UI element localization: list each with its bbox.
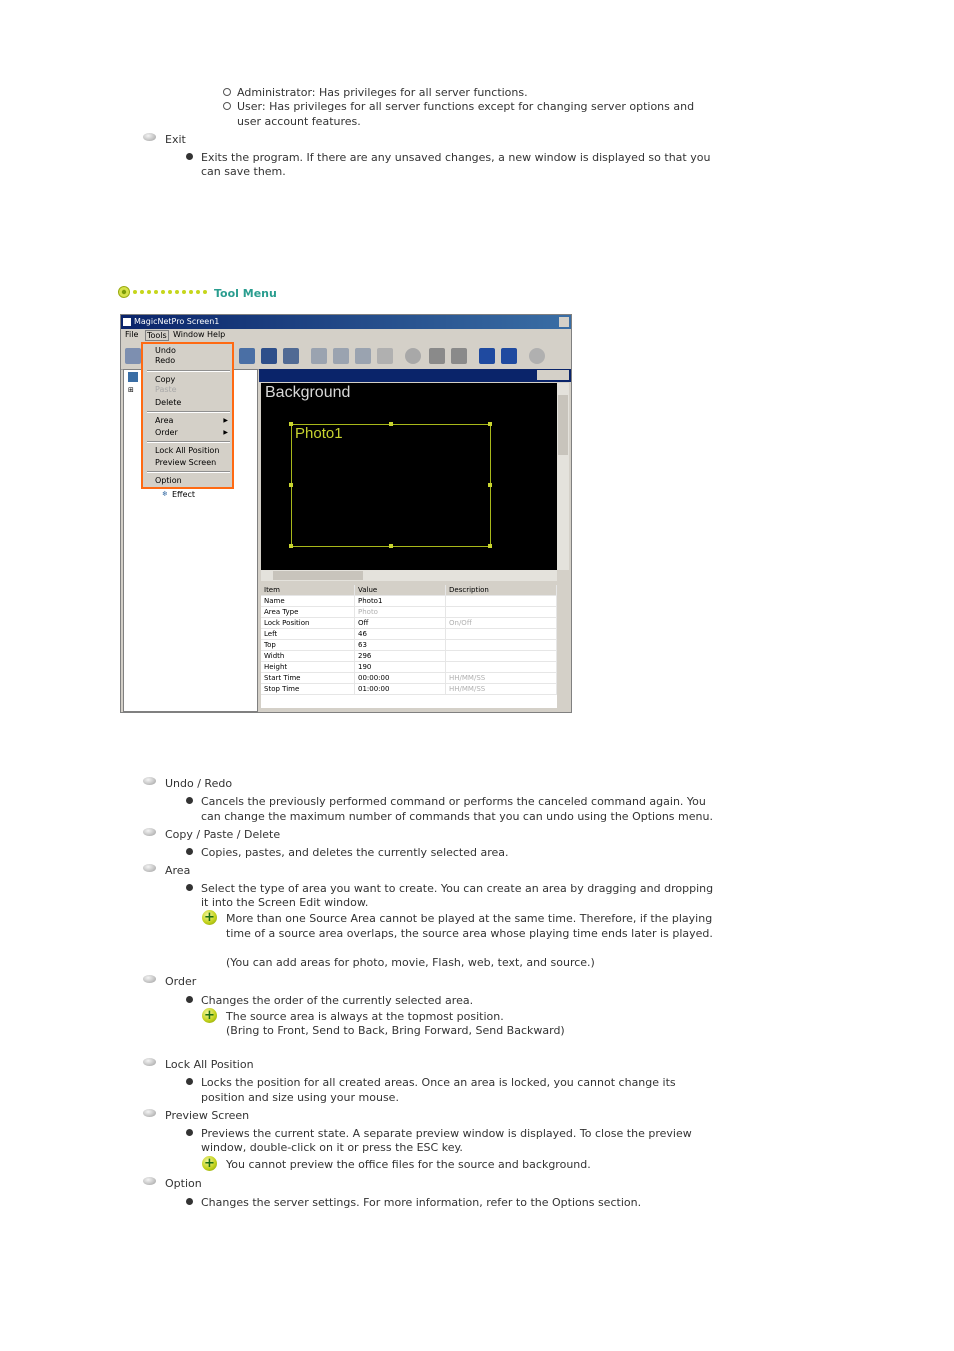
- prop-desc: [446, 629, 557, 640]
- resize-handle[interactable]: [488, 422, 492, 426]
- prop-item: Area Type: [261, 607, 355, 618]
- canvas-vscroll[interactable]: [557, 383, 569, 570]
- gray-bullet-icon: [143, 1109, 156, 1117]
- section-header-icon: [118, 285, 214, 299]
- prop-item: Lock Position: [261, 618, 355, 629]
- canvas-hscroll[interactable]: [261, 570, 557, 581]
- table-row[interactable]: [261, 662, 557, 673]
- submenu-arrow-icon: ▶: [223, 429, 228, 436]
- lock-label: Lock All Position: [165, 1058, 254, 1071]
- prop-desc: [446, 651, 557, 662]
- dot-bullet-icon: [186, 996, 193, 1003]
- role-admin: Administrator: Has privileges for all server functions.: [237, 86, 528, 99]
- prop-value[interactable]: 63: [355, 640, 446, 651]
- tree-expand-icon[interactable]: ⊞: [128, 386, 134, 394]
- prop-value[interactable]: 46: [355, 629, 446, 640]
- table-row[interactable]: [261, 640, 557, 651]
- prop-value[interactable]: 00:00:00: [355, 673, 446, 684]
- dot-bullet-icon: [186, 1078, 193, 1085]
- menu-separator: [147, 411, 230, 413]
- gray-bullet-icon: [143, 133, 156, 141]
- area-note-2: time of a source area overlaps, the source area whose playing time ends later is played.: [226, 927, 713, 940]
- prop-item: Left: [261, 629, 355, 640]
- prop-value[interactable]: 190: [355, 662, 446, 673]
- dot-bullet-icon: [186, 1198, 193, 1205]
- area-desc-1: Select the type of area you want to create. You can create an area by dragging and dropping: [201, 882, 714, 895]
- order-label: Order: [165, 975, 197, 988]
- resize-handle[interactable]: [488, 483, 492, 487]
- circle-bullet-icon: [223, 88, 231, 96]
- gray-bullet-icon: [143, 864, 156, 872]
- order-note-2: (Bring to Front, Send to Back, Bring Forward, Send Backward): [226, 1024, 565, 1037]
- note-plus-icon: +: [202, 910, 217, 925]
- prop-desc: [446, 607, 557, 618]
- area-photo-icon[interactable]: [311, 348, 327, 364]
- undo-desc-1: Cancels the previously performed command or performs the canceled command again. You: [201, 795, 706, 808]
- window-titlebar: [121, 315, 571, 329]
- undo-desc-2: can change the maximum number of commands that you can undo using the Options menu.: [201, 810, 713, 823]
- prop-value: Photo: [355, 607, 446, 618]
- info-icon[interactable]: [529, 348, 545, 364]
- photo-area[interactable]: [291, 424, 491, 547]
- menu-separator: [147, 471, 230, 473]
- tools-menu: [141, 342, 234, 489]
- prop-header-value: Value: [355, 585, 446, 596]
- preview-desc-2: window, double-click on it or press the ESC key.: [201, 1141, 463, 1154]
- undo-label: Undo / Redo: [165, 777, 233, 790]
- order-note-1: The source area is always at the topmost position.: [226, 1010, 504, 1023]
- resize-handle[interactable]: [389, 422, 393, 426]
- prop-value[interactable]: 01:00:00: [355, 684, 446, 695]
- area-note-1: More than one Source Area cannot be played at the same time. Therefore, if the playing: [226, 912, 713, 925]
- prop-desc: [446, 662, 557, 673]
- menu-item-option[interactable]: Option: [155, 476, 182, 485]
- table-row[interactable]: [261, 596, 557, 607]
- table-row[interactable]: [261, 629, 557, 640]
- preview-note-1: You cannot preview the office files for the source and background.: [226, 1158, 591, 1171]
- gray-bullet-icon: [143, 777, 156, 785]
- menu-item-delete[interactable]: Delete: [155, 398, 182, 407]
- exit-desc-2: can save them.: [201, 165, 286, 178]
- menubar: [121, 329, 571, 342]
- save-icon[interactable]: [261, 348, 277, 364]
- menu-item-preview-screen[interactable]: Preview Screen: [155, 458, 217, 467]
- menu-item-copy[interactable]: Copy: [155, 375, 176, 384]
- tree-effect-icon: ❄: [162, 490, 168, 498]
- gray-bullet-icon: [143, 828, 156, 836]
- preview-label: Preview Screen: [165, 1109, 250, 1122]
- table-row[interactable]: [261, 684, 557, 695]
- menu-file[interactable]: File: [125, 330, 139, 339]
- scroll-thumb[interactable]: [273, 571, 363, 580]
- gray-bullet-icon: [143, 1058, 156, 1066]
- option-desc-1: Changes the server settings. For more information, refer to the Options section.: [201, 1196, 642, 1209]
- dot-bullet-icon: [186, 884, 193, 891]
- resize-handle[interactable]: [389, 544, 393, 548]
- app-icon: [123, 318, 131, 326]
- menu-item-order[interactable]: Order: [155, 428, 178, 437]
- prop-item: Stop Time: [261, 684, 355, 695]
- gear-icon[interactable]: [405, 348, 421, 364]
- menu-item-area[interactable]: Area: [155, 416, 174, 425]
- undo-icon[interactable]: [479, 348, 495, 364]
- prop-header-item: Item: [261, 585, 355, 596]
- app-screenshot: [120, 314, 572, 713]
- window-controls-icon[interactable]: [537, 370, 569, 380]
- menu-item-paste[interactable]: Paste: [155, 385, 177, 394]
- circle-bullet-icon: [223, 102, 231, 110]
- menu-separator: [147, 441, 230, 443]
- resize-handle[interactable]: [289, 544, 293, 548]
- exit-desc-1: Exits the program. If there are any unsaved changes, a new window is displayed so that you: [201, 151, 711, 164]
- role-user: User: Has privileges for all server functions except for changing server options and: [237, 100, 695, 113]
- area-extra: (You can add areas for photo, movie, Flash, web, text, and source.): [226, 956, 595, 969]
- menu-item-lock-all-position[interactable]: Lock All Position: [155, 446, 220, 455]
- table-row[interactable]: [261, 607, 557, 618]
- preview-desc-1: Previews the current state. A separate preview window is displayed. To close the preview: [201, 1127, 692, 1140]
- menu-window[interactable]: Window: [173, 330, 205, 339]
- prop-desc: [446, 596, 557, 607]
- menu-item-redo[interactable]: Redo: [155, 356, 176, 365]
- prop-desc: [446, 640, 557, 651]
- copy-desc-1: Copies, pastes, and deletes the currently selected area.: [201, 846, 509, 859]
- export-icon[interactable]: [283, 348, 299, 364]
- note-plus-icon: +: [202, 1156, 217, 1171]
- prop-header-description: Description: [446, 585, 557, 596]
- lock-desc-1: Locks the position for all created areas. Once an area is locked, you cannot change its: [201, 1076, 676, 1089]
- dot-bullet-icon: [186, 848, 193, 855]
- prop-value[interactable]: Photo1: [355, 596, 446, 607]
- screen-edit-window: [259, 369, 571, 712]
- property-grid: [261, 585, 557, 708]
- section-title: Tool Menu: [214, 287, 277, 300]
- option-label: Option: [165, 1177, 202, 1190]
- redo-icon[interactable]: [501, 348, 517, 364]
- tree-screen-icon: [128, 372, 138, 382]
- prop-item: Start Time: [261, 673, 355, 684]
- prop-item: Height: [261, 662, 355, 673]
- prop-desc: HH/MM/SS: [446, 684, 557, 695]
- photo-area-label: Photo1: [295, 425, 343, 442]
- resize-handle[interactable]: [289, 483, 293, 487]
- prop-desc: HH/MM/SS: [446, 673, 557, 684]
- prop-item: Top: [261, 640, 355, 651]
- area-desc-2: it into the Screen Edit window.: [201, 896, 369, 909]
- copy-label: Copy / Paste / Delete: [165, 828, 281, 841]
- screen-icon[interactable]: [125, 348, 141, 364]
- menu-help[interactable]: Help: [207, 330, 226, 339]
- table-row[interactable]: [261, 651, 557, 662]
- submenu-arrow-icon: ▶: [223, 417, 228, 424]
- menu-tools[interactable]: Tools: [147, 331, 167, 340]
- gray-bullet-icon: [143, 1177, 156, 1185]
- resize-handle[interactable]: [289, 422, 293, 426]
- trash-icon[interactable]: [377, 348, 393, 364]
- window-title: MagicNetPro Screen1: [134, 317, 220, 326]
- canvas-background-label: Background: [265, 384, 351, 401]
- prop-value[interactable]: 296: [355, 651, 446, 662]
- area-flash-icon[interactable]: [355, 348, 371, 364]
- dot-bullet-icon: [186, 1129, 193, 1136]
- prop-item: Name: [261, 596, 355, 607]
- note-plus-icon: +: [202, 1008, 217, 1023]
- lock-desc-2: position and size using your mouse.: [201, 1091, 399, 1104]
- open-icon[interactable]: [239, 348, 255, 364]
- tree-item-effect[interactable]: Effect: [172, 490, 196, 499]
- table-row[interactable]: [261, 673, 557, 684]
- menu-separator: [147, 370, 230, 372]
- prop-desc: On/Off: [446, 618, 557, 629]
- role-user-cont: user account features.: [237, 115, 361, 128]
- exit-label: Exit: [165, 133, 186, 146]
- prop-item: Width: [261, 651, 355, 662]
- dot-bullet-icon: [186, 797, 193, 804]
- edit-titlebar: [259, 369, 571, 382]
- close-icon[interactable]: [559, 317, 569, 327]
- order-desc-1: Changes the order of the currently selected area.: [201, 994, 474, 1007]
- send-back-icon[interactable]: [451, 348, 467, 364]
- bring-front-icon[interactable]: [429, 348, 445, 364]
- edit-canvas[interactable]: [261, 383, 557, 570]
- menu-item-undo[interactable]: Undo: [155, 346, 176, 355]
- table-row[interactable]: [261, 618, 557, 629]
- area-label: Area: [165, 864, 191, 877]
- gray-bullet-icon: [143, 975, 156, 983]
- area-movie-icon[interactable]: [333, 348, 349, 364]
- dot-bullet-icon: [186, 153, 193, 160]
- prop-value[interactable]: Off: [355, 618, 446, 629]
- resize-handle[interactable]: [488, 544, 492, 548]
- scroll-thumb[interactable]: [558, 395, 568, 455]
